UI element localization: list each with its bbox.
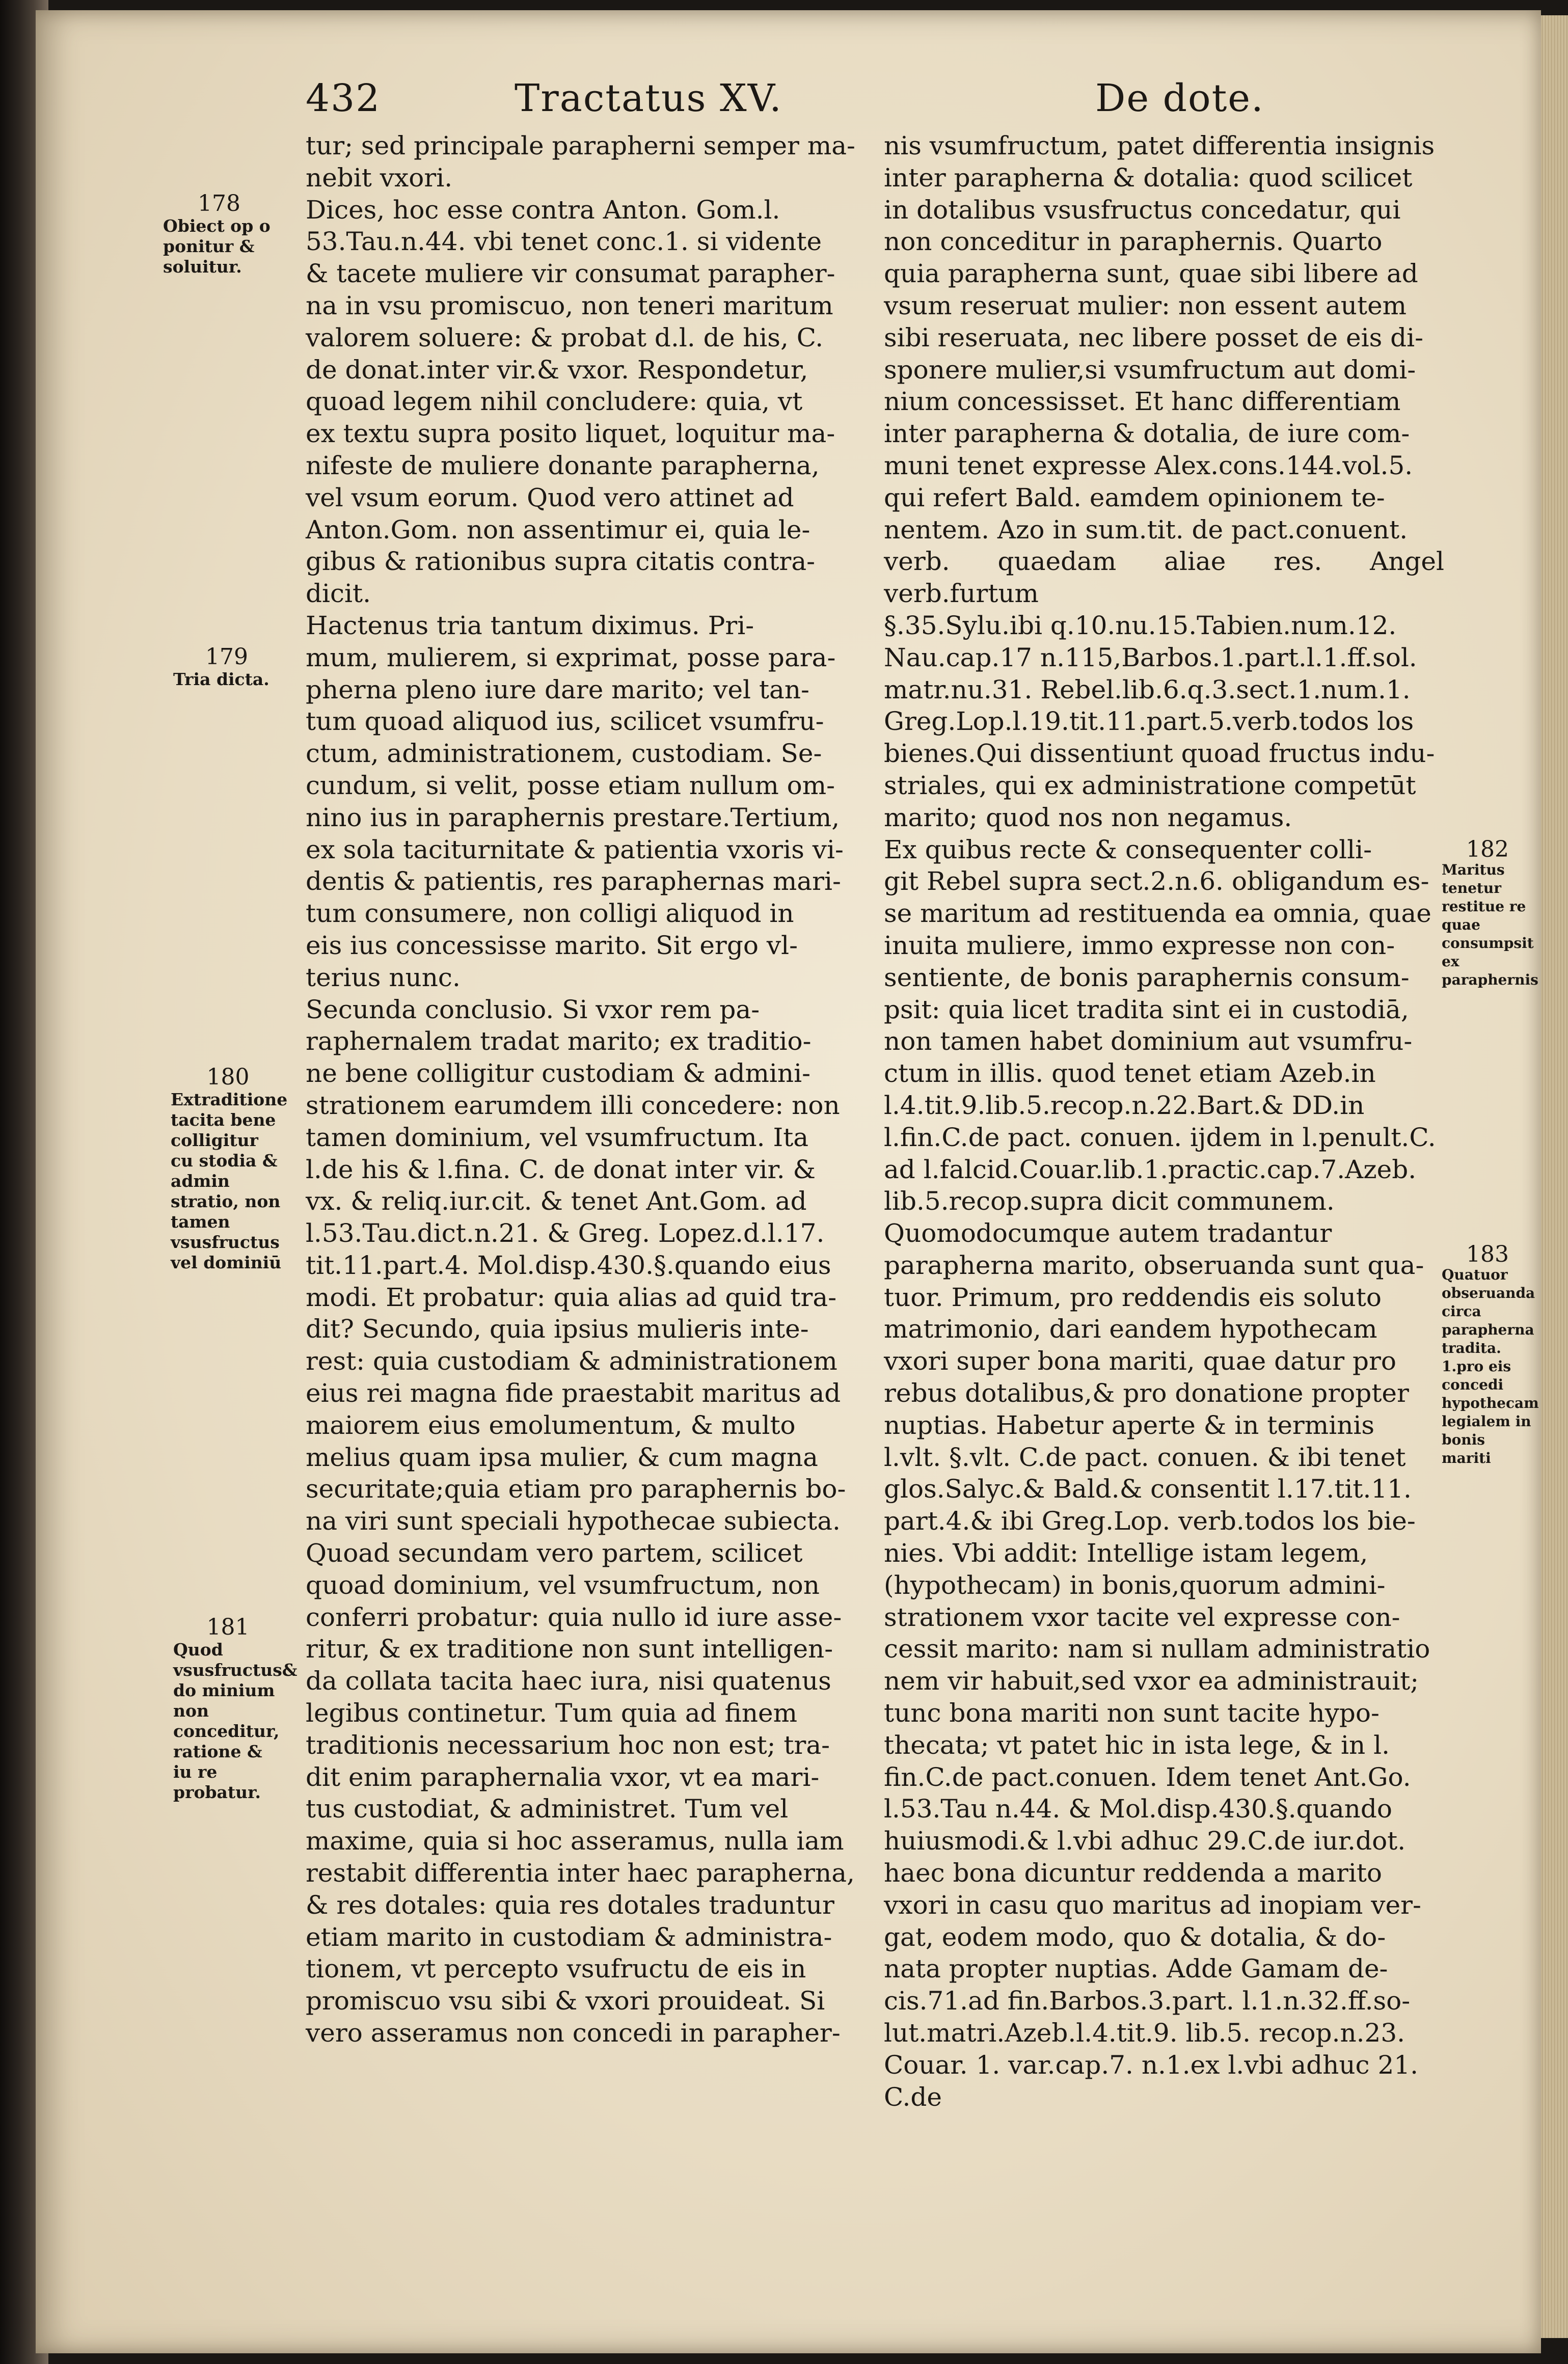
running-header: [0, 76, 1568, 122]
text-line: striales, qui ex administratione competūt: [884, 770, 1416, 800]
text-line: securitate;quia etiam pro paraphernis bo-: [306, 1474, 846, 1504]
text-line: promiscuo vsu sibi & vxori prouideat. Si: [306, 1986, 825, 2016]
running-title: Tractatus XV.: [515, 76, 782, 120]
text-line: & tacete muliere vir consumat parapher-: [306, 259, 835, 289]
margin-note-text: Extraditione tacita bene colligitur cu stodia & admin stratio, non tamen vsusfructus vel dominiū: [171, 1090, 288, 1272]
text-line: tur; sed principale parapherni semper ma-: [306, 131, 855, 160]
text-line: ctum, administrationem, custodiam. Se-: [306, 739, 822, 769]
text-line: Ex quibus recte & consequenter colli-: [884, 834, 1372, 864]
text-line: se maritum ad restituenda ea omnia, quae: [884, 899, 1431, 929]
text-line: na in vsu promiscuo, non teneri maritum: [306, 290, 833, 320]
text-line: da collata tacita haec iura, nisi quatenus: [306, 1666, 831, 1696]
text-line: lut.matri.Azeb.l.4.tit.9. lib.5. recop.n.23.: [884, 2018, 1405, 2048]
text-line: tionem, vt percepto vsufructu de eis in: [306, 1954, 806, 1984]
text-line: marito; quod nos non negamus.: [884, 802, 1292, 832]
text-line: l.de his & l.fina. C. de donat inter vir. &: [306, 1154, 816, 1184]
text-line: nies. Vbi addit: Intellige istam legem,: [884, 1538, 1368, 1568]
text-line: Quoad secundam vero partem, scilicet: [306, 1538, 803, 1568]
left-text-column: [306, 130, 856, 2049]
text-line: lib.5.recop.supra dicit communem.: [884, 1186, 1335, 1216]
text-line: maxime, quia si hoc asseramus, nulla iam: [306, 1826, 844, 1856]
text-line: dit enim paraphernalia vxor, vt ea mari-: [306, 1762, 820, 1792]
text-line: haec bona dicuntur reddenda a marito: [884, 1858, 1383, 1888]
margin-note-number: 183: [1466, 1241, 1509, 1267]
page-edges: [1541, 15, 1568, 2338]
right-text-column: [884, 130, 1444, 2113]
text-line: mum, mulierem, si exprimat, posse para-: [306, 642, 836, 672]
text-line: & res dotales: quia res dotales traduntur: [306, 1890, 834, 1920]
text-line: l.53.Tau n.44. & Mol.disp.430.§.quando: [884, 1794, 1392, 1824]
text-line: ex sola taciturnitate & patientia vxoris vi-: [306, 834, 844, 864]
text-line: l.fin.C.de pact. conuen. ijdem in l.penult.C.: [884, 1122, 1436, 1152]
text-line: Dices, hoc esse contra Anton. Gom.l.: [306, 195, 780, 225]
text-line: quia parapherna sunt, quae sibi libere ad: [884, 259, 1418, 289]
text-line: dicit.: [306, 579, 371, 609]
text-line: nuptias. Habetur aperte & in terminis: [884, 1410, 1375, 1440]
text-line: inter parapherna & dotalia: quod scilicet: [884, 162, 1413, 193]
text-line: tunc bona mariti non sunt tacite hypo-: [884, 1698, 1380, 1728]
text-line: Secunda conclusio. Si vxor rem pa-: [306, 994, 760, 1024]
text-line: l.4.tit.9.lib.5.recop.n.22.Bart.& DD.in: [884, 1090, 1365, 1120]
text-line: thecata; vt patet hic in ista lege, & in l.: [884, 1730, 1390, 1760]
text-line: sibi reseruata, nec libere posset de eis di-: [884, 322, 1424, 352]
text-line: quoad dominium, vel vsumfructum, non: [306, 1570, 820, 1600]
text-line: gat, eodem modo, quo & dotalia, & do-: [884, 1922, 1386, 1952]
text-line: Anton.Gom. non assentimur ei, quia le-: [306, 514, 810, 545]
text-line: fin.C.de pact.conuen. Idem tenet Ant.Go.: [884, 1762, 1411, 1792]
text-line: ne bene colligitur custodiam & admini-: [306, 1058, 811, 1089]
text-line: tit.11.part.4. Mol.disp.430.§.quando eius: [306, 1250, 831, 1280]
text-line: cessit marito: nam si nullam administratio: [884, 1634, 1430, 1664]
margin-note-number: 180: [206, 1064, 250, 1090]
text-line: tamen dominium, vel vsumfructum. Ita: [306, 1122, 809, 1152]
margin-note-number: 181: [206, 1614, 250, 1640]
margin-note-number: 178: [198, 191, 240, 216]
text-line: vel vsum eorum. Quod vero attinet ad: [306, 482, 794, 512]
text-line: pherna pleno iure dare marito; vel tan-: [306, 674, 809, 704]
text-line: strationem vxor tacite vel expresse con-: [884, 1602, 1400, 1632]
margin-note-179: [173, 644, 280, 690]
text-line: muni tenet expresse Alex.cons.144.vol.5.: [884, 450, 1413, 480]
text-line: non conceditur in paraphernis. Quarto: [884, 227, 1383, 257]
margin-note-text: Maritus tenetur restitue re quae consumpsit ex paraphernis: [1442, 861, 1538, 988]
text-line: huiusmodi.& l.vbi adhuc 29.C.de iur.dot.: [884, 1826, 1406, 1856]
text-line: Greg.Lop.l.19.tit.11.part.5.verb.todos los: [884, 707, 1414, 737]
text-line: psit: quia licet tradita sint ei in custodiā,: [884, 994, 1409, 1024]
text-line: vxori in casu quo maritus ad inopiam ver-: [884, 1890, 1421, 1920]
text-line: in dotalibus vsusfructus concedatur, qui: [884, 195, 1401, 225]
text-line: rebus dotalibus,& pro donatione propter: [884, 1378, 1409, 1408]
margin-note-text: Obiect op o ponitur & soluitur.: [163, 216, 271, 277]
text-line: vx. & reliq.iur.cit. & tenet Ant.Gom. ad: [306, 1186, 807, 1216]
text-line: tum consumere, non colligi aliquod in: [306, 899, 794, 929]
text-line: ex textu supra posito liquet, loquitur ma-: [306, 419, 835, 449]
text-line: vxori super bona mariti, quae datur pro: [884, 1346, 1397, 1376]
text-line: (hypothecam) in bonis,quorum admini-: [884, 1570, 1386, 1600]
text-line: tus custodiat, & administret. Tum vel: [306, 1794, 789, 1824]
text-line: conferri probatur: quia nullo id iure asse-: [306, 1602, 842, 1632]
text-line: modi. Et probatur: quia alias ad quid tra-: [306, 1282, 837, 1312]
text-line: nebit vxori.: [306, 162, 453, 193]
text-line: na viri sunt speciali hypothecae subiecta.: [306, 1506, 841, 1536]
text-line: non tamen habet dominium aut vsumfru-: [884, 1026, 1413, 1056]
text-line: bienes.Qui dissentiunt quoad fructus indu-: [884, 739, 1435, 769]
text-line: nis vsumfructum, patet differentia insignis: [884, 131, 1435, 160]
text-line: Quomodocumque autem tradantur: [884, 1218, 1332, 1248]
margin-note-text: Tria dicta.: [173, 669, 269, 689]
text-line: tum quoad aliquod ius, scilicet vsumfru-: [306, 707, 824, 737]
text-line: etiam marito in custodiam & administra-: [306, 1922, 832, 1952]
text-line: l.53.Tau.dict.n.21. & Greg. Lopez.d.l.17.: [306, 1218, 825, 1248]
text-line: part.4.& ibi Greg.Lop. verb.todos los bie-: [884, 1506, 1416, 1536]
text-line: matr.nu.31. Rebel.lib.6.q.3.sect.1.num.1.: [884, 674, 1411, 704]
text-line: nino ius in paraphernis prestare.Tertium,: [306, 802, 840, 832]
text-line: matrimonio, dari eandem hypothecam: [884, 1314, 1377, 1344]
text-line: restabit differentia inter haec parapherna,: [306, 1858, 855, 1888]
section-title: De dote.: [1095, 76, 1264, 120]
text-line: nem vir habuit,sed vxor ea administrauit;: [884, 1666, 1419, 1696]
text-line: maiorem eius emolumentum, & multo: [306, 1410, 796, 1440]
text-line: ritur, & ex traditione non sunt intelligen-: [306, 1634, 833, 1664]
page-number: 432: [306, 76, 381, 120]
text-line: strationem earumdem illi concedere: non: [306, 1090, 840, 1120]
text-line: vero asseramus non concedi in parapher-: [306, 2018, 841, 2048]
text-line: melius quam ipsa mulier, & cum magna: [306, 1442, 818, 1472]
text-line: nentem. Azo in sum.tit. de pact.conuent.: [884, 514, 1408, 545]
text-line: nata propter nuptias. Adde Gamam de-: [884, 1954, 1388, 1984]
margin-note-number: 182: [1466, 836, 1509, 862]
text-line: eis ius concessisse marito. Sit ergo vl-: [306, 930, 798, 960]
text-line: dentis & patientis, res paraphernas mari-: [306, 866, 841, 896]
text-line: l.vlt. §.vlt. C.de pact. conuen. & ibi tenet: [884, 1442, 1406, 1472]
text-line: quoad legem nihil concludere: quia, vt: [306, 387, 803, 417]
text-line: valorem soluere: & probat d.l. de his, C.: [306, 322, 824, 352]
margin-note-text: Quatuor obseruanda circa parapherna tradita. 1.pro eis concedi hypothecam legialem in bonis mariti: [1442, 1266, 1539, 1466]
text-line: dit? Secundo, quia ipsius mulieris inte-: [306, 1314, 809, 1344]
margin-note-number: 179: [205, 644, 248, 670]
text-line: terius nunc.: [306, 962, 461, 992]
text-line: gibus & rationibus supra citatis contra-: [306, 547, 816, 577]
text-line: de donat.inter vir.& vxor. Respondetur,: [306, 355, 808, 385]
margin-note-182: [1442, 836, 1538, 989]
margin-note-183: [1442, 1241, 1539, 1468]
text-line: sentiente, de bonis paraphernis consum-: [884, 962, 1410, 992]
margin-note-181: [173, 1614, 298, 1803]
text-line: qui refert Bald. eamdem opinionem te-: [884, 482, 1385, 512]
text-line: Nau.cap.17 n.115,Barbos.1.part.l.1.ff.sol.: [884, 642, 1417, 672]
text-line: verb. quaedam aliae res. Angel verb.furtum: [884, 547, 1444, 609]
text-line: inuita muliere, immo expresse non con-: [884, 930, 1395, 960]
text-line: ctum in illis. quod tenet etiam Azeb.in: [884, 1058, 1376, 1089]
text-line: glos.Salyc.& Bald.& consentit l.17.tit.11.: [884, 1474, 1412, 1504]
text-line: tuor. Primum, pro reddendis eis soluto: [884, 1282, 1382, 1312]
text-line: nifeste de muliere donante parapherna,: [306, 450, 820, 480]
text-line: cis.71.ad fin.Barbos.3.part. l.1.n.32.ff.so-: [884, 1986, 1411, 2016]
margin-note-180: [171, 1064, 288, 1273]
text-line: raphernalem tradat marito; ex traditio-: [306, 1026, 812, 1056]
margin-note-text: Quod vsusfructus& do minium non conceditur, ratione & iu re probatur.: [173, 1640, 298, 1802]
text-line: sponere mulier,si vsumfructum aut domi-: [884, 355, 1416, 385]
text-line: eius rei magna fide praestabit maritus ad: [306, 1378, 841, 1408]
text-line: 53.Tau.n.44. vbi tenet conc.1. si vidente: [306, 227, 822, 257]
text-line: Hactenus tria tantum diximus. Pri-: [306, 610, 754, 640]
text-line: Couar. 1. var.cap.7. n.1.ex l.vbi adhuc 21.: [884, 2050, 1418, 2080]
text-line: git Rebel supra sect.2.n.6. obligandum es-: [884, 866, 1429, 896]
text-line: cundum, si velit, posse etiam nullum om-: [306, 770, 835, 800]
text-line: traditionis necessarium hoc non est; tra-: [306, 1730, 830, 1760]
text-line: legibus continetur. Tum quia ad finem: [306, 1698, 798, 1728]
text-line: §.35.Sylu.ibi q.10.nu.15.Tabien.num.12.: [884, 610, 1397, 640]
text-line: nium concessisset. Et hanc differentiam: [884, 387, 1401, 417]
text-line: vsum reseruat mulier: non essent autem: [884, 290, 1407, 320]
text-line: C.de: [884, 2082, 942, 2112]
text-line: ad l.falcid.Couar.lib.1.practic.cap.7.Azeb.: [884, 1154, 1417, 1184]
text-line: inter parapherna & dotalia, de iure com-: [884, 419, 1410, 449]
text-line: parapherna marito, obseruanda sunt qua-: [884, 1250, 1424, 1280]
text-line: rest: quia custodiam & administrationem: [306, 1346, 837, 1376]
margin-note-178: [163, 191, 275, 277]
